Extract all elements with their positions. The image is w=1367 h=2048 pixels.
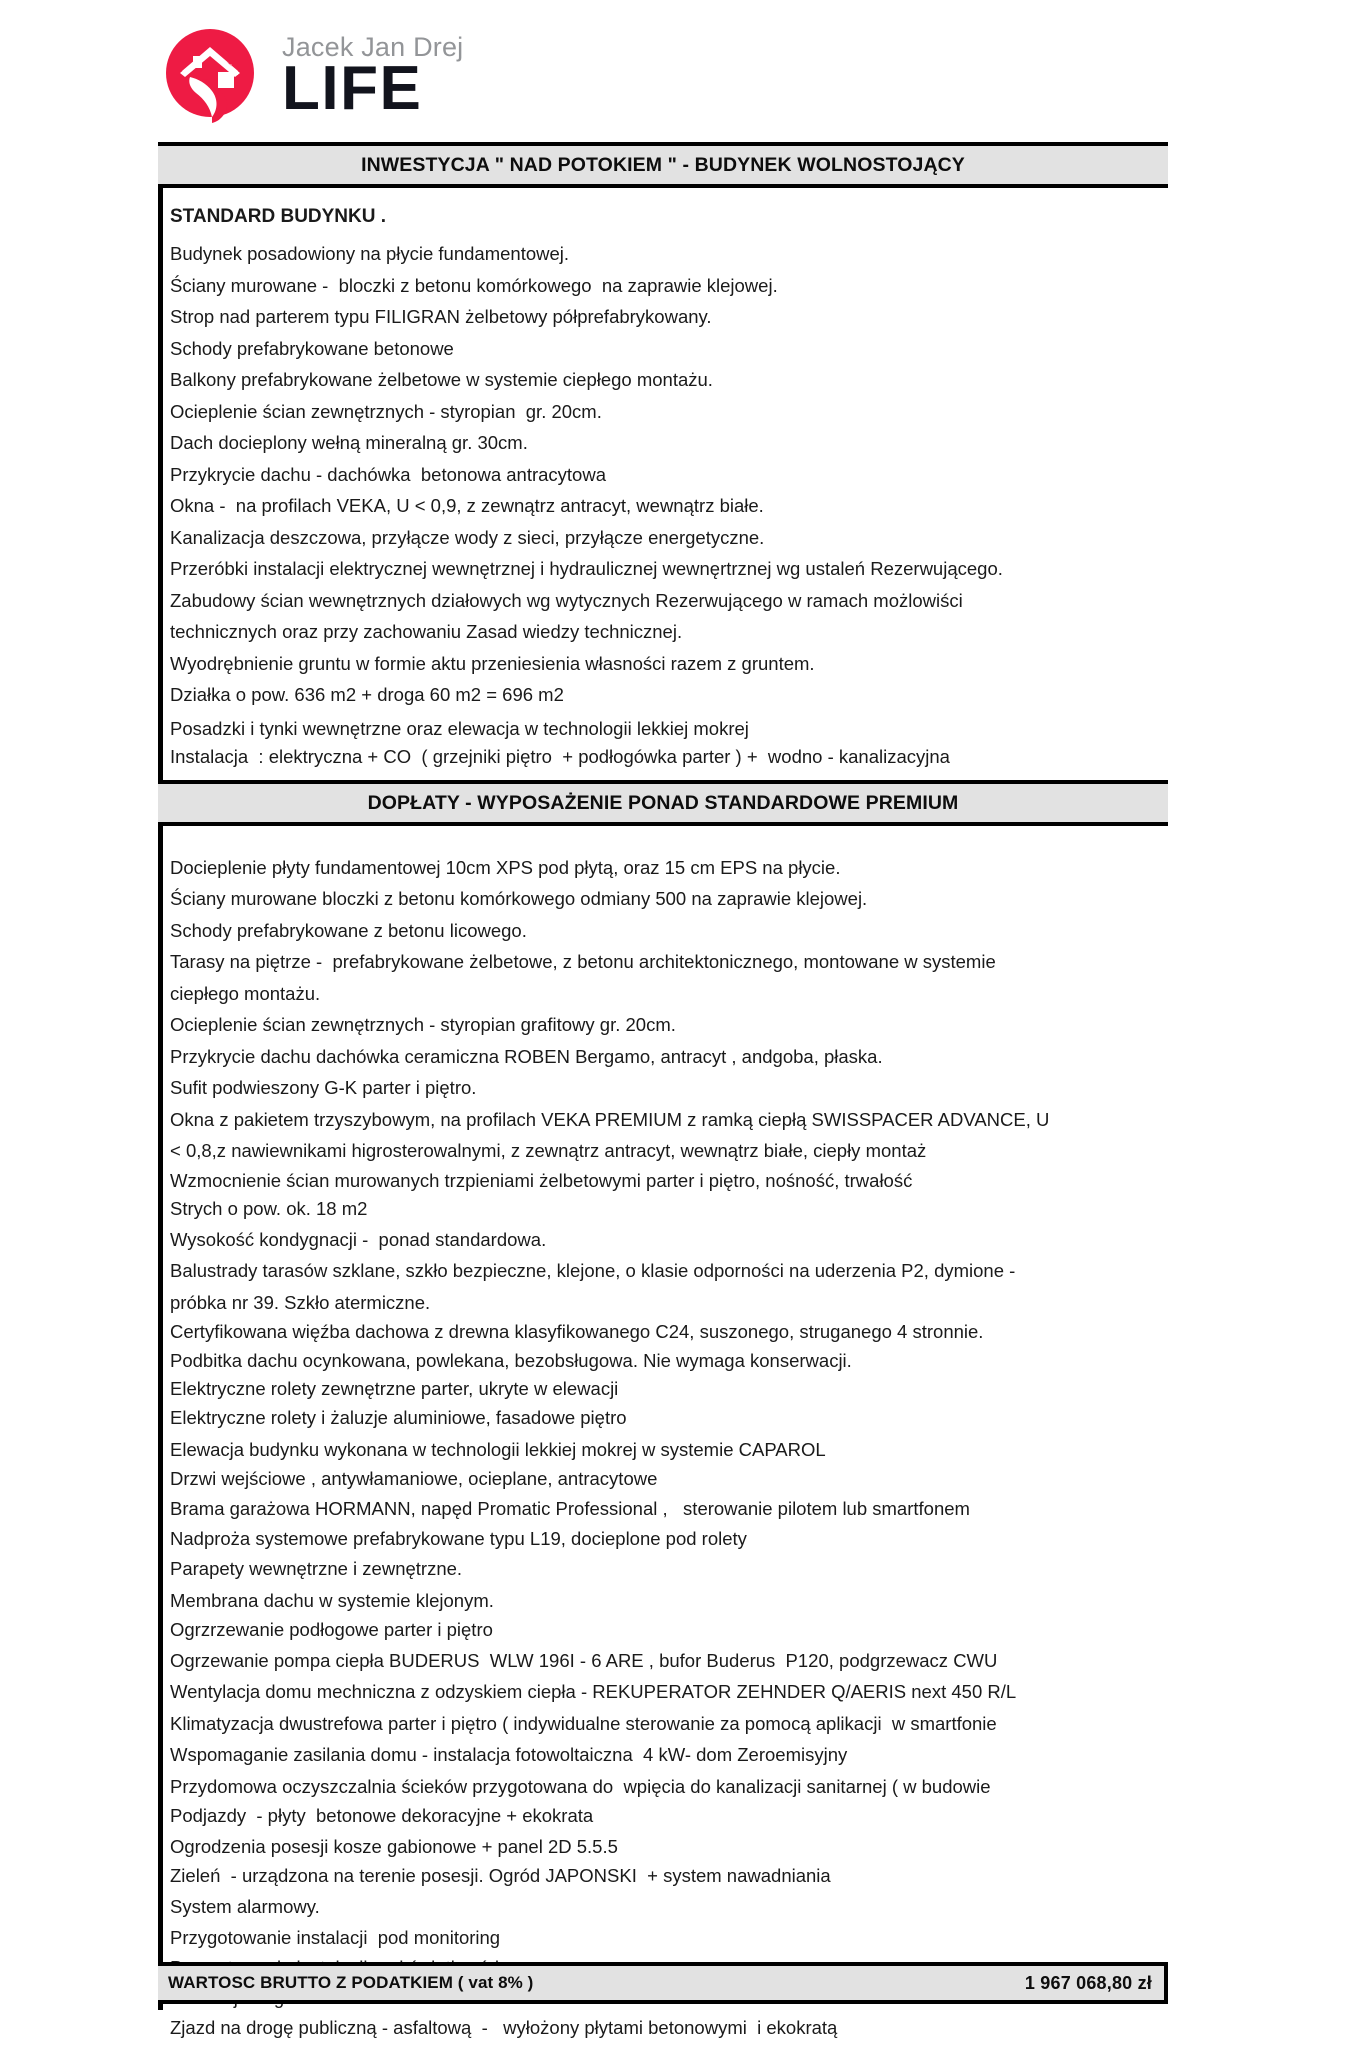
premium-options-banner: DOPŁATY - WYPOSAŻENIE PONAD STANDARDOWE PREMIUM [158, 780, 1168, 826]
standard-line: Strop nad parterem typu FILIGRAN żelbetowy półprefabrykowany. [170, 306, 712, 327]
premium-section [158, 826, 1168, 2043]
premium-line: Ogrzrzewanie podłogowe parter i piętro [170, 1619, 493, 1640]
gross-value-row [158, 1962, 1168, 2004]
specification-sheet [158, 142, 1168, 2042]
premium-line: Tarasy na piętrze - prefabrykowane żelbetowe, z betonu architektonicznego, montowane w systemie [170, 951, 996, 972]
premium-line: Podbitka dachu ocynkowana, powlekana, bezobsługowa. Nie wymaga konserwacji. [170, 1349, 852, 1371]
premium-line: System alarmowy. [170, 1895, 320, 1917]
premium-line: Ogrzewanie pompa ciepła BUDERUS WLW 196I - 6 ARE , bufor Buderus P120, podgrzewacz CWU [170, 1649, 998, 1671]
standard-line: Działka o pow. 636 m2 + droga 60 m2 = 696 m2 [170, 684, 564, 705]
premium-line: Balustrady tarasów szklane, szkło bezpieczne, klejone, o klasie odporności na uderzenia P2, dymione - [170, 1260, 1016, 1281]
premium-line: Certyfikowana więźba dachowa z drewna klasyfikowanego C24, suszonego, struganego 4 stronnie. [170, 1321, 984, 1342]
premium-line: Membrana dachu w systemie klejonym. [170, 1589, 494, 1611]
standard-line: Ściany murowane - bloczki z betonu komórkowego na zaprawie klejowej. [170, 274, 778, 296]
logo-subtitle: Jacek Jan Drej [282, 32, 464, 62]
standard-line: Dach docieplony wełną mineralną gr. 30cm. [170, 432, 528, 453]
premium-line: Brama garażowa HORMANN, napęd Promatic Professional , sterowanie pilotem lub smartfonem [170, 1498, 970, 1519]
standard-section [158, 188, 1168, 772]
premium-line: próbka nr 39. Szkło atermiczne. [170, 1291, 431, 1313]
standard-line: Wyodrębnienie gruntu w formie aktu przeniesienia własności razem z gruntem. [170, 652, 815, 674]
standard-line: Balkony prefabrykowane żelbetowe w systemie ciepłego montażu. [170, 369, 713, 390]
standard-section-heading: STANDARD BUDYNKU . [170, 206, 387, 227]
premium-line: Ogrodzenia posesji kosze gabionowe + panel 2D 5.5.5 [170, 1835, 618, 1857]
premium-line: Schody prefabrykowane z betonu licowego. [170, 919, 527, 941]
standard-line: Przykrycie dachu - dachówka betonowa antracytowa [170, 463, 606, 485]
premium-line: ciepłego montażu. [170, 982, 321, 1004]
premium-line: Parapety wewnętrzne i zewnętrzne. [170, 1558, 463, 1579]
premium-line: Wentylacja domu mechniczna z odzyskiem ciepła - REKUPERATOR ZEHNDER Q/AERIS next 450 R/L [170, 1681, 1017, 1702]
standard-line: Kanalizacja deszczowa, przyłącze wody z sieci, przyłącze energetyczne. [170, 526, 765, 548]
standard-line: Schody prefabrykowane betonowe [170, 337, 454, 359]
premium-line: Docieplenie płyty fundamentowej 10cm XPS pod płytą, oraz 15 cm EPS na płycie. [170, 856, 841, 878]
premium-line: Nadproża systemowe prefabrykowane typu L19, docieplone pod rolety [170, 1527, 747, 1549]
standard-line: Przeróbki instalacji elektrycznej wewnętrznej i hydraulicznej wewnęrtrznej wg ustaleń Rezerwującego. [170, 558, 1003, 579]
gross-value-label: WARTOSC BRUTTO Z PODATKIEM ( vat 8% ) [168, 1973, 534, 1992]
standard-line: Okna - na profilach VEKA, U < 0,9, z zewnątrz antracyt, wewnątrz białe. [170, 495, 764, 516]
premium-line: Klimatyzacja dwustrefowa parter i piętro ( indywidualne sterowanie za pomocą aplikacji w smartfonie [170, 1712, 997, 1734]
investment-title-banner: INWESTYCJA " NAD POTOKIEM " - BUDYNEK WOLNOSTOJĄCY [158, 142, 1168, 188]
premium-line: Przykrycie dachu dachówka ceramiczna ROBEN Bergamo, antracyt , andgoba, płaska. [170, 1045, 883, 1067]
standard-line: Posadzki i tynki wewnętrzne oraz elewacja w technologii lekkiej mokrej [170, 717, 749, 739]
premium-line: Ściany murowane bloczki z betonu komórkowego odmiany 500 na zaprawie klejowej. [170, 888, 868, 909]
premium-line: Okna z pakietem trzyszybowym, na profilach VEKA PREMIUM z ramką ciepłą SWISSPACER ADVANCE, U [170, 1108, 1050, 1130]
standard-line: Budynek posadowiony na płycie fundamentowej. [170, 243, 570, 264]
house-in-red-circle-logo-icon [160, 25, 272, 133]
premium-line: Przydomowa oczyszczalnia ścieków przygotowana do wpięcia do kanalizacji sanitarnej ( w budowie [170, 1775, 991, 1797]
company-logo [160, 24, 463, 134]
premium-line: Strych o pow. ok. 18 m2 [170, 1198, 368, 1219]
premium-line: Podjazdy - płyty betonowe dekoracyjne + ekokrata [170, 1805, 594, 1826]
premium-line: Zjazd na drogę publiczną - asfaltową - wyłożony płytami betonowymi i ekokratą [170, 2016, 838, 2038]
logo-wordmark: LIFE [282, 54, 423, 123]
premium-line: Wspomaganie zasilania domu - instalacja fotowoltaiczna 4 kW- dom Zeroemisyjny [170, 1744, 848, 1765]
premium-line: Ocieplenie ścian zewnętrznych - styropian grafitowy gr. 20cm. [170, 1014, 676, 1035]
premium-line: Sufit podwieszony G-K parter i piętro. [170, 1077, 477, 1098]
standard-line: Instalacja : elektryczna + CO ( grzejniki piętro + podłogówka parter ) + wodno - kanalizacyjna [170, 746, 950, 767]
premium-line: Elektryczne rolety i żaluzje aluminiowe, fasadowe piętro [170, 1406, 627, 1428]
premium-line: Elektryczne rolety zewnętrzne parter, ukryte w elewacji [170, 1378, 619, 1399]
gross-value-amount: 1 967 068,80 zł [1024, 1972, 1152, 1993]
premium-line: Zieleń - urządzona na terenie posesji. Ogród JAPONSKI + system nawadniania [170, 1865, 831, 1886]
premium-line: < 0,8,z nawiewnikami higrosterowalnymi, z zewnątrz antracyt, wewnątrz białe, ciepły montaż [170, 1140, 927, 1161]
standard-line: technicznych oraz przy zachowaniu Zasad wiedzy technicznej. [170, 621, 683, 642]
premium-line: Elewacja budynku wykonana w technologii lekkiej mokrej w systemie CAPAROL [170, 1439, 826, 1460]
premium-line: Drzwi wejściowe , antywłamaniowe, ocieplane, antracytowe [170, 1467, 658, 1489]
standard-line: Ocieplenie ścian zewnętrznych - styropian gr. 20cm. [170, 400, 602, 422]
premium-line: Wzmocnienie ścian murowanych trzpieniami żelbetowymi parter i piętro, nośność, trwałość [170, 1169, 913, 1191]
standard-line: Zabudowy ścian wewnętrznych działowych wg wytycznych Rezerwującego w ramach możlowiści [170, 589, 963, 611]
premium-line: Wysokość kondygnacji - ponad standardowa. [170, 1228, 547, 1250]
premium-line: Przygotowanie instalacji pod monitoring [170, 1927, 501, 1948]
